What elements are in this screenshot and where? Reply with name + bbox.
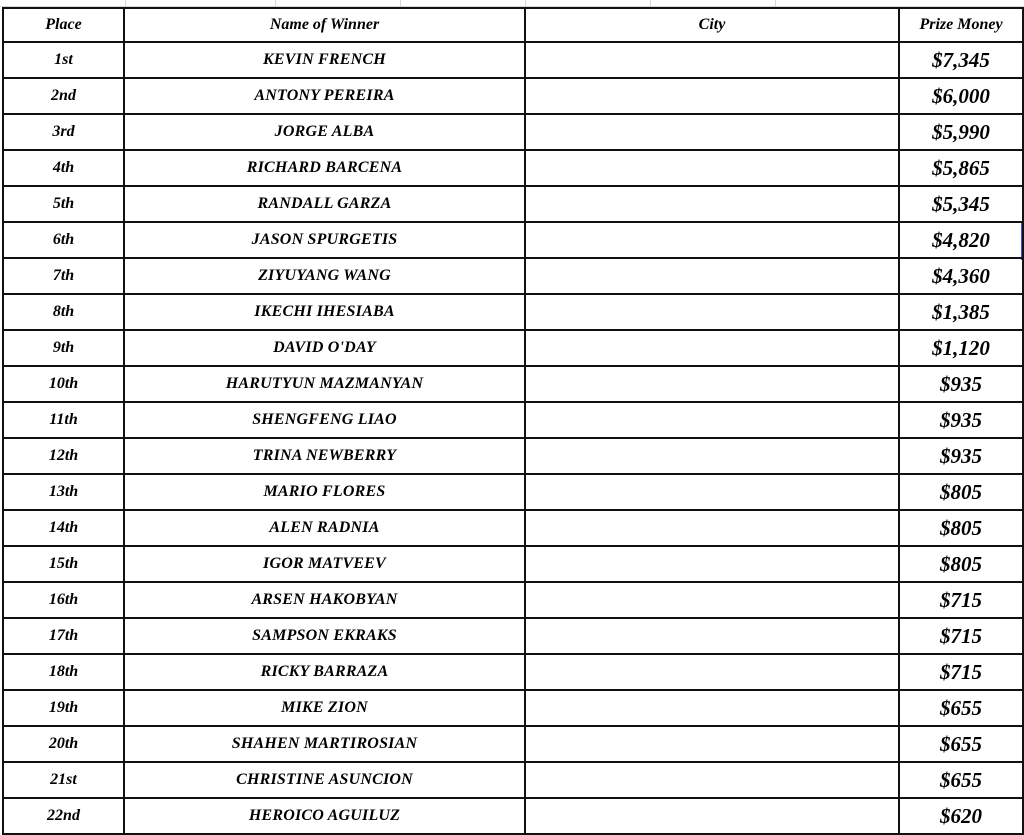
winner-name-cell: SHENGFENG LIAO bbox=[124, 402, 525, 438]
place-cell: 10th bbox=[3, 366, 124, 402]
city-cell bbox=[525, 294, 899, 330]
prize-money-cell: $805 bbox=[899, 546, 1023, 582]
prize-money-cell: $5,990 bbox=[899, 114, 1023, 150]
table-row bbox=[3, 330, 1023, 366]
prize-money-cell: $4,360 bbox=[899, 258, 1023, 294]
prize-money-cell: $935 bbox=[899, 366, 1023, 402]
place-cell: 4th bbox=[3, 150, 124, 186]
prize-money-cell: $805 bbox=[899, 510, 1023, 546]
place-cell: 18th bbox=[3, 654, 124, 690]
table-row bbox=[3, 42, 1023, 78]
prize-money-cell: $935 bbox=[899, 438, 1023, 474]
city-cell bbox=[525, 510, 899, 546]
place-cell: 14th bbox=[3, 510, 124, 546]
city-cell bbox=[525, 582, 899, 618]
city-header: City bbox=[525, 8, 899, 42]
place-cell: 12th bbox=[3, 438, 124, 474]
city-cell bbox=[525, 798, 899, 834]
header-row bbox=[3, 8, 1023, 42]
table-row bbox=[3, 762, 1023, 798]
winner-name-cell: JORGE ALBA bbox=[124, 114, 525, 150]
table-row bbox=[3, 510, 1023, 546]
prize-money-cell: $715 bbox=[899, 618, 1023, 654]
winner-name-cell: KEVIN FRENCH bbox=[124, 42, 525, 78]
place-cell: 13th bbox=[3, 474, 124, 510]
place-cell: 16th bbox=[3, 582, 124, 618]
table-row bbox=[3, 402, 1023, 438]
table-row bbox=[3, 726, 1023, 762]
winner-name-cell: IKECHI IHESIABA bbox=[124, 294, 525, 330]
place-header: Place bbox=[3, 8, 124, 42]
winner-name-cell: MARIO FLORES bbox=[124, 474, 525, 510]
winner-name-cell: SHAHEN MARTIROSIAN bbox=[124, 726, 525, 762]
city-cell bbox=[525, 114, 899, 150]
spreadsheet-column-strip bbox=[0, 0, 1024, 7]
prize-money-cell: $655 bbox=[899, 726, 1023, 762]
place-cell: 20th bbox=[3, 726, 124, 762]
table-row bbox=[3, 618, 1023, 654]
winners-table bbox=[2, 7, 1024, 835]
table-row bbox=[3, 186, 1023, 222]
table-row bbox=[3, 366, 1023, 402]
winner-name-cell: ARSEN HAKOBYAN bbox=[124, 582, 525, 618]
table-row bbox=[3, 150, 1023, 186]
winner-name-cell: RICHARD BARCENA bbox=[124, 150, 525, 186]
prize-money-cell: $5,865 bbox=[899, 150, 1023, 186]
city-cell bbox=[525, 330, 899, 366]
winner-name-cell: HARUTYUN MAZMANYAN bbox=[124, 366, 525, 402]
column-divider bbox=[400, 0, 401, 6]
winner-name-cell: ANTONY PEREIRA bbox=[124, 78, 525, 114]
city-cell bbox=[525, 366, 899, 402]
winner-name-cell: HEROICO AGUILUZ bbox=[124, 798, 525, 834]
place-cell: 15th bbox=[3, 546, 124, 582]
place-cell: 17th bbox=[3, 618, 124, 654]
prize-money-cell: $7,345 bbox=[899, 42, 1023, 78]
table-row bbox=[3, 294, 1023, 330]
winner-name-cell: DAVID O'DAY bbox=[124, 330, 525, 366]
winner-name-cell: IGOR MATVEEV bbox=[124, 546, 525, 582]
table-row bbox=[3, 690, 1023, 726]
table-row bbox=[3, 798, 1023, 834]
place-cell: 22nd bbox=[3, 798, 124, 834]
winner-name-cell: SAMPSON EKRAKS bbox=[124, 618, 525, 654]
prize-money-cell: $5,345 bbox=[899, 186, 1023, 222]
city-cell bbox=[525, 78, 899, 114]
table-row bbox=[3, 114, 1023, 150]
prize-money-cell: $6,000 bbox=[899, 78, 1023, 114]
place-cell: 8th bbox=[3, 294, 124, 330]
prize-money-cell: $655 bbox=[899, 762, 1023, 798]
city-cell bbox=[525, 690, 899, 726]
winner-name-cell: MIKE ZION bbox=[124, 690, 525, 726]
city-cell bbox=[525, 726, 899, 762]
prize-header: Prize Money bbox=[899, 8, 1023, 42]
place-cell: 7th bbox=[3, 258, 124, 294]
column-divider bbox=[650, 0, 651, 6]
city-cell bbox=[525, 654, 899, 690]
prize-money-cell: $715 bbox=[899, 582, 1023, 618]
place-cell: 1st bbox=[3, 42, 124, 78]
city-cell bbox=[525, 546, 899, 582]
table-row bbox=[3, 654, 1023, 690]
city-cell bbox=[525, 438, 899, 474]
winner-name-cell: RANDALL GARZA bbox=[124, 186, 525, 222]
prize-money-cell: $1,385 bbox=[899, 294, 1023, 330]
prize-money-cell: $1,120 bbox=[899, 330, 1023, 366]
city-cell bbox=[525, 222, 899, 258]
city-cell bbox=[525, 762, 899, 798]
column-divider bbox=[125, 0, 126, 6]
table-row bbox=[3, 546, 1023, 582]
place-cell: 11th bbox=[3, 402, 124, 438]
column-divider bbox=[525, 0, 526, 6]
city-cell bbox=[525, 186, 899, 222]
prize-money-cell: $4,820 bbox=[899, 222, 1023, 258]
place-cell: 2nd bbox=[3, 78, 124, 114]
name-header: Name of Winner bbox=[124, 8, 525, 42]
table-row bbox=[3, 78, 1023, 114]
winner-name-cell: ALEN RADNIA bbox=[124, 510, 525, 546]
winner-name-cell: CHRISTINE ASUNCION bbox=[124, 762, 525, 798]
winner-name-cell: ZIYUYANG WANG bbox=[124, 258, 525, 294]
column-divider bbox=[775, 0, 776, 6]
table-row bbox=[3, 258, 1023, 294]
prize-money-cell: $805 bbox=[899, 474, 1023, 510]
city-cell bbox=[525, 258, 899, 294]
city-cell bbox=[525, 42, 899, 78]
prize-money-cell: $715 bbox=[899, 654, 1023, 690]
city-cell bbox=[525, 618, 899, 654]
prize-money-cell: $620 bbox=[899, 798, 1023, 834]
city-cell bbox=[525, 150, 899, 186]
place-cell: 5th bbox=[3, 186, 124, 222]
place-cell: 6th bbox=[3, 222, 124, 258]
place-cell: 9th bbox=[3, 330, 124, 366]
table-row bbox=[3, 222, 1023, 258]
place-cell: 3rd bbox=[3, 114, 124, 150]
prize-money-cell: $935 bbox=[899, 402, 1023, 438]
city-cell bbox=[525, 474, 899, 510]
table-row bbox=[3, 582, 1023, 618]
table-row bbox=[3, 438, 1023, 474]
place-cell: 21st bbox=[3, 762, 124, 798]
place-cell: 19th bbox=[3, 690, 124, 726]
city-cell bbox=[525, 402, 899, 438]
prize-money-cell: $655 bbox=[899, 690, 1023, 726]
winner-name-cell: TRINA NEWBERRY bbox=[124, 438, 525, 474]
winner-name-cell: RICKY BARRAZA bbox=[124, 654, 525, 690]
table-row bbox=[3, 474, 1023, 510]
winner-name-cell: JASON SPURGETIS bbox=[124, 222, 525, 258]
column-divider bbox=[275, 0, 276, 6]
